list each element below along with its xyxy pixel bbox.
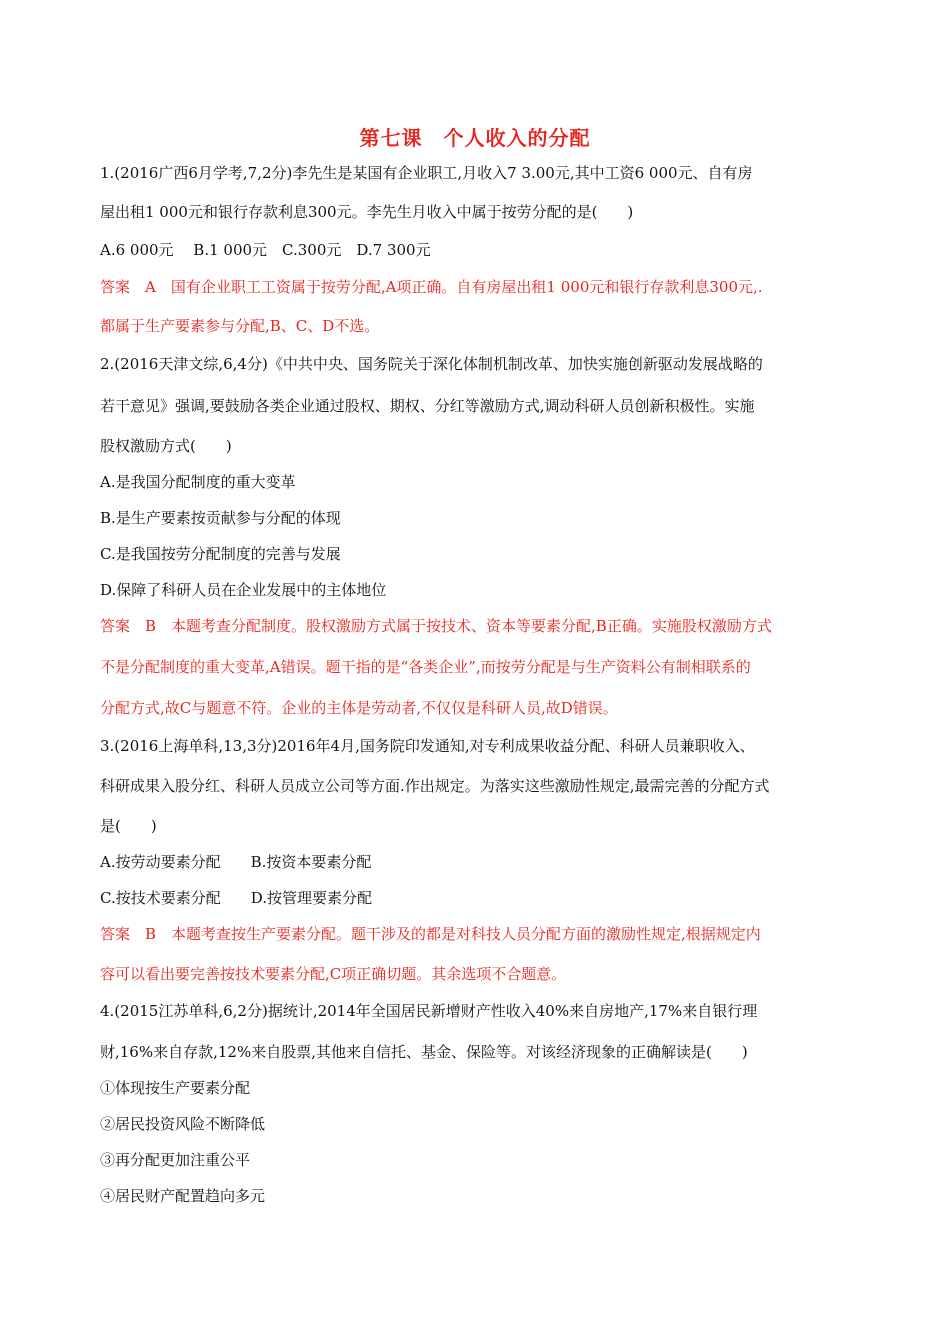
q4-option-2: ②居民投资风险不断降低 bbox=[100, 1115, 266, 1133]
q4-option-3: ③再分配更加注重公平 bbox=[100, 1151, 251, 1169]
q1-line-2: 屋出租1 000元和银行存款利息300元。李先生月收入中属于按劳分配的是( ) bbox=[100, 203, 634, 221]
q1-answer-2: 都属于生产要素参与分配,B、C、D不选。 bbox=[100, 317, 380, 335]
q4-option-1: ①体现按生产要素分配 bbox=[100, 1079, 251, 1097]
q2-option-a: A.是我国分配制度的重大变革 bbox=[100, 473, 296, 491]
q4-option-4: ④居民财产配置趋向多元 bbox=[100, 1187, 266, 1205]
q3-line-3: 是( ) bbox=[100, 817, 157, 835]
q3-line-2: 科研成果入股分红、科研人员成立公司等方面.作出规定。为落实这些激励性规定,最需完善的分配方式 bbox=[100, 777, 770, 795]
q2-line-1: 2.(2016天津文综,6,4分)《中共中央、国务院关于深化体制机制改革、加快实施创新驱动发展战略的 bbox=[100, 355, 763, 373]
q3-line-1: 3.(2016上海单科,13,3分)2016年4月,国务院印发通知,对专利成果收益分配、科研人员兼职收入、 bbox=[100, 737, 755, 755]
page-title: 第七课 个人收入的分配 bbox=[359, 126, 591, 150]
q1-line-1: 1.(2016广西6月学考,7,2分)李先生是某国有企业职工,月收入7 3.00元,其中工资6 000元、自有房 bbox=[100, 164, 753, 182]
q3-options-cd: C.按技术要素分配 D.按管理要素分配 bbox=[100, 889, 372, 907]
q4-line-2: 财,16%来自存款,12%来自股票,其他来自信托、基金、保险等。对该经济现象的正确解读是( ) bbox=[100, 1043, 748, 1061]
q3-options-ab: A.按劳动要素分配 B.按资本要素分配 bbox=[100, 853, 372, 871]
q3-answer-1: 答案 B 本题考查按生产要素分配。题干涉及的都是对科技人员分配方面的激励性规定,根据规定内 bbox=[100, 925, 761, 943]
q2-answer-2: 不是分配制度的重大变革,A错误。题干指的是“各类企业”,而按劳分配是与生产资料公有制相联系的 bbox=[100, 658, 751, 676]
q2-line-3: 股权激励方式( ) bbox=[100, 437, 232, 455]
q2-answer-3: 分配方式,故C与题意不符。企业的主体是劳动者,不仅仅是科研人员,故D错误。 bbox=[100, 699, 618, 717]
q2-option-d: D.保障了科研人员在企业发展中的主体地位 bbox=[100, 581, 387, 599]
q2-answer-1: 答案 B 本题考查分配制度。股权激励方式属于按技术、资本等要素分配,B正确。实施股权激励方式 bbox=[100, 617, 772, 635]
q2-option-b: B.是生产要素按贡献参与分配的体现 bbox=[100, 509, 341, 527]
q2-option-c: C.是我国按劳分配制度的完善与发展 bbox=[100, 545, 341, 563]
q2-line-2: 若干意见》强调,要鼓励各类企业通过股权、期权、分红等激励方式,调动科研人员创新积极性。实施 bbox=[100, 397, 755, 415]
q4-line-1: 4.(2015江苏单科,6,2分)据统计,2014年全国居民新增财产性收入40%来自房地产,17%来自银行理 bbox=[100, 1002, 758, 1020]
q1-answer-1: 答案 A 国有企业职工工资属于按劳分配,A项正确。自有房屋出租1 000元和银行存款利息300元,. bbox=[100, 278, 763, 296]
q3-answer-2: 容可以看出要完善按技术要素分配,C项正确切题。其余选项不合题意。 bbox=[100, 965, 567, 983]
q1-options: A.6 000元 B.1 000元 C.300元 D.7 300元 bbox=[100, 241, 431, 259]
